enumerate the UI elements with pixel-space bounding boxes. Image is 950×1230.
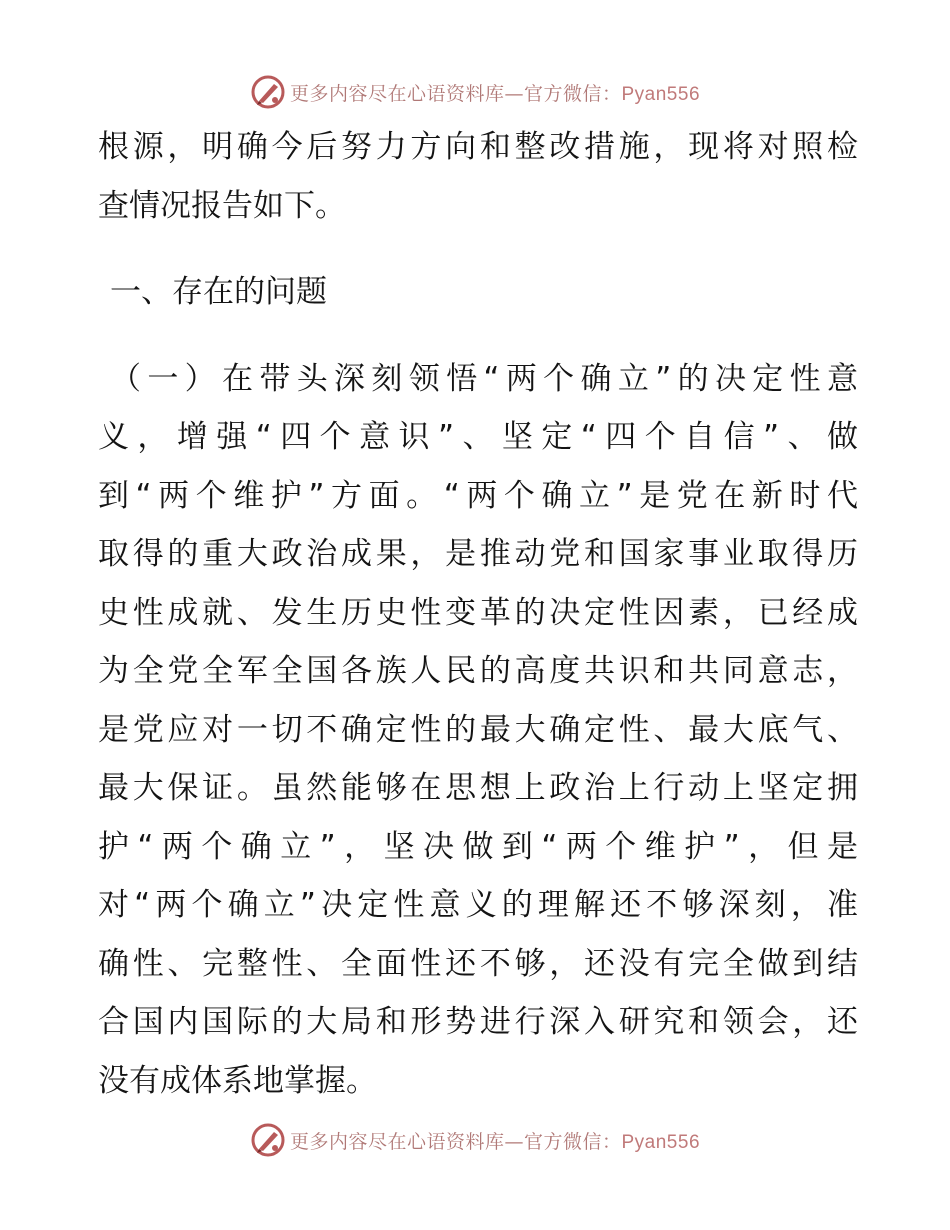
text-line: 对“两个确立”决定性意义的理解还不够深刻，准 [98, 887, 858, 923]
text-line: 合国内国际的大局和形势进行深入研究和领会，还 [98, 1004, 858, 1040]
section-heading: 一、存在的问题 [110, 274, 327, 310]
text-line: 根源，明确今后努力方向和整改措施，现将对照检 [98, 129, 858, 165]
watermark-wechat-id: Pyan556 [621, 83, 701, 105]
text-line: 史性成就、发生历史性变革的决定性因素，已经成 [98, 594, 858, 631]
text-line: 查情况报告如下。 [98, 187, 346, 224]
paragraph-gap [98, 322, 858, 350]
paragraph-gap [98, 235, 858, 263]
pen-circle-logo-icon [250, 1122, 286, 1158]
text-line: 为全党全军全国各族人民的高度共识和共同意志， [98, 653, 858, 689]
watermark-text [290, 1127, 700, 1154]
text-line: 没有成体系地掌握。 [98, 1062, 377, 1099]
text-line: 取得的重大政治成果，是推动党和国家事业取得历 [98, 536, 858, 572]
pen-circle-logo-icon [250, 74, 286, 110]
watermark-footer [0, 1118, 950, 1162]
watermark-header [0, 70, 950, 114]
watermark-label: 更多内容尽在心语资料库—官方微信： [289, 1130, 622, 1153]
text-line: 最大保证。虽然能够在思想上政治上行动上坚定拥 [98, 770, 858, 806]
document-body [98, 118, 858, 1110]
text-line: （一）在带头深刻领悟“两个确立”的决定性意 [110, 360, 858, 397]
watermark-wechat-id: Pyan556 [621, 1131, 701, 1153]
text-line: 是党应对一切不确定性的最大确定性、最大底气、 [98, 711, 858, 748]
text-line: 义，增强“四个意识”、坚定“四个自信”、做 [98, 419, 858, 455]
text-line: 到“两个维护”方面。“两个确立”是党在新时代 [98, 477, 858, 514]
watermark-label: 更多内容尽在心语资料库—官方微信： [289, 82, 622, 105]
text-line: 护“两个确立”，坚决做到“两个维护”，但是 [98, 828, 858, 865]
watermark-text [290, 79, 700, 106]
text-line: 确性、完整性、全面性还不够，还没有完全做到结 [98, 945, 858, 982]
